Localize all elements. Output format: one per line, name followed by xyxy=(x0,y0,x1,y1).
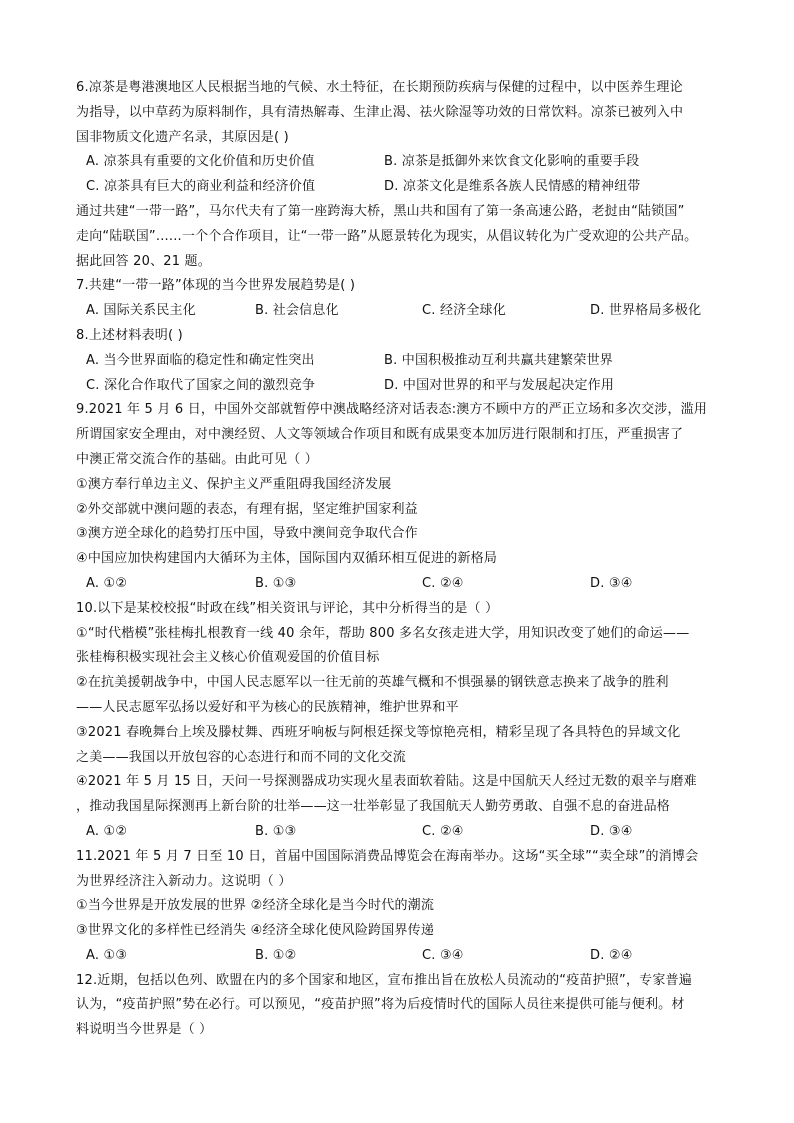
option-d[interactable]: D. 凉茶文化是维系各族人民情感的精神纽带 xyxy=(384,179,641,195)
question-10-item-line: ①“时代楷模”张桂梅扎根教育一线 40 余年，帮助 800 多名女孩走进大学，用知识改变了她们的命运—— xyxy=(76,625,690,641)
option-c[interactable]: C. ②④ xyxy=(422,823,464,839)
question-6-options-row xyxy=(76,150,721,175)
question-10 xyxy=(76,597,721,845)
question-10-item-line: ，推动我国星际探测再上新台阶的壮举——这一壮举彰显了我国航天人勤劳勇敢、自强不息的奋进品格 xyxy=(76,799,671,815)
question-7-options-row xyxy=(76,299,721,324)
option-c[interactable]: C. 凉茶具有巨大的商业利益和经济价值 xyxy=(86,179,316,195)
question-8 xyxy=(76,324,721,398)
question-8-options-row xyxy=(76,349,721,374)
passage-line: 走向“陆联国”......一个个合作项目，让“一带一路”从愿景转化为现实，从倡议转化为广受欢迎的公共产品。 xyxy=(76,228,698,244)
question-9-item: ②外交部就中澳问题的表态，有理有据，坚定维护国家利益 xyxy=(76,501,418,517)
question-9-stem-line: 所谓国家安全理由，对中澳经贸、人文等领域合作项目和既有成果变本加厉进行限制和打压，严重损害了 xyxy=(76,427,684,443)
option-d[interactable]: D. 中国对世界的和平与发展起决定作用 xyxy=(384,377,615,393)
option-a[interactable]: A. 国际关系民主化 xyxy=(86,303,196,319)
option-c[interactable]: C. ③④ xyxy=(422,947,464,963)
option-d[interactable]: D. 世界格局多极化 xyxy=(590,303,702,319)
question-12-stem-line: 认为，“疫苗护照”势在必行。可以预见，“疫苗护照”将为后疫情时代的国际人员往来提供可能与便利。材 xyxy=(76,997,685,1013)
option-b[interactable]: B. 社会信息化 xyxy=(255,303,339,319)
question-9-stem-line: 9.2021 年 5 月 6 日，中国外交部就暂停中澳战略经济对话表态:澳方不顾中方的严正立场和多次交涉，滥用 xyxy=(76,402,708,418)
option-b[interactable]: B. ①② xyxy=(255,947,297,963)
question-10-item-line: ④2021 年 5 月 15 日，天问一号探测器成功实现火星表面软着陆。这是中国航天人经过无数的艰辛与磨难 xyxy=(76,774,697,790)
option-c[interactable]: C. ②④ xyxy=(422,575,464,591)
question-9-item: ③澳方逆全球化的趋势打压中国，导致中澳间竞争取代合作 xyxy=(76,526,418,542)
question-11 xyxy=(76,845,721,969)
option-a[interactable]: A. ①② xyxy=(86,823,128,839)
question-9 xyxy=(76,398,721,596)
question-9-options-row xyxy=(76,572,721,597)
option-a[interactable]: A. 当今世界面临的稳定性和确定性突出 xyxy=(86,352,315,368)
question-11-stem-line: 为世界经济注入新动力。这说明（ ） xyxy=(76,873,292,889)
question-6 xyxy=(76,76,721,200)
question-6-options-row xyxy=(76,175,721,200)
passage-line: 通过共建“一带一路”，马尔代夫有了第一座跨海大桥，黑山共和国有了第一条高速公路，老挝由“陆锁国” xyxy=(76,203,685,219)
question-8-options-row xyxy=(76,374,721,399)
question-11-item-line: ③世界文化的多样性已经消失 ④经济全球化使风险跨国界传递 xyxy=(76,923,435,939)
option-c[interactable]: C. 经济全球化 xyxy=(422,303,506,319)
question-10-item-line: ②在抗美援朝战争中，中国人民志愿军以一往无前的英雄气概和不惧强暴的钢铁意志换来了战争的胜利 xyxy=(76,675,669,691)
option-a[interactable]: A. ①③ xyxy=(86,947,128,963)
question-12-stem-line: 料说明当今世界是（ ） xyxy=(76,1022,213,1038)
option-c[interactable]: C. 深化合作取代了国家之间的激烈竞争 xyxy=(86,377,316,393)
question-12 xyxy=(76,969,721,1043)
question-10-item-line: ——人民志愿军弘扬以爱好和平为核心的民族精神，维护世界和平 xyxy=(76,699,459,715)
passage-line: 据此回答 20、21 题。 xyxy=(76,253,211,269)
option-a[interactable]: A. 凉茶具有重要的文化价值和历史价值 xyxy=(86,154,315,170)
question-10-item-line: 之美——我国以开放包容的心态进行和而不同的文化交流 xyxy=(76,749,407,765)
question-6-stem-line: 为指导，以中草药为原料制作，具有清热解毒、生津止渴、祛火除湿等功效的日常饮料。凉茶已被列入中 xyxy=(76,104,684,120)
question-7 xyxy=(76,274,721,324)
reading-passage xyxy=(76,200,721,274)
question-10-item-line: 张桂梅积极实现社会主义核心价值观爱国的价值目标 xyxy=(76,650,380,666)
question-9-item: ①澳方奉行单边主义、保护主义严重阻碍我国经济发展 xyxy=(76,476,392,492)
question-9-stem-line: 中澳正常交流合作的基础。由此可见（ ） xyxy=(76,451,318,467)
option-d[interactable]: D. ③④ xyxy=(590,823,633,839)
question-6-stem-line: 6.凉茶是粤港澳地区人民根据当地的气候、水土特征，在长期预防疾病与保健的过程中，以中医养生理论 xyxy=(76,80,683,95)
question-8-stem: 8.上述材料表明( ) xyxy=(76,327,183,343)
question-10-stem: 10.以下是某校校报“时政在线”相关资讯与评论，其中分析得当的是（ ） xyxy=(76,600,499,616)
option-d[interactable]: D. ③④ xyxy=(590,575,633,591)
exam-page xyxy=(76,76,721,1043)
question-11-options-row xyxy=(76,944,721,969)
option-a[interactable]: A. ①② xyxy=(86,575,128,591)
question-6-stem-line: 国非物质文化遗产名录，其原因是( ) xyxy=(76,129,289,145)
question-10-options-row xyxy=(76,820,721,845)
option-d[interactable]: D. ②④ xyxy=(590,947,633,963)
question-11-stem-line: 11.2021 年 5 月 7 日至 10 日，首届中国国际消费品博览会在海南举办。这场“买全球”“卖全球”的消博会 xyxy=(76,848,699,864)
question-12-stem-line: 12.近期，包括以色列、欧盟在内的多个国家和地区，宣布推出旨在放松人员流动的“疫苗护照”，专家普遍 xyxy=(76,972,692,988)
option-b[interactable]: B. 中国积极推动互利共赢共建繁荣世界 xyxy=(384,352,613,368)
question-10-item-line: ③2021 春晚舞台上埃及滕杖舞、西班牙响板与阿根廷探戈等惊艳亮相，精彩呈现了各具特色的异域文化 xyxy=(76,724,681,740)
question-7-stem: 7.共建“一带一路”体现的当今世界发展趋势是( ) xyxy=(76,278,356,294)
question-9-item: ④中国应加快构建国内大循环为主体，国际国内双循环相互促进的新格局 xyxy=(76,551,498,567)
option-b[interactable]: B. ①③ xyxy=(255,823,297,839)
option-b[interactable]: B. ①③ xyxy=(255,575,297,591)
question-11-item-line: ①当今世界是开放发展的世界 ②经济全球化是当今时代的潮流 xyxy=(76,898,435,914)
option-b[interactable]: B. 凉茶是抵御外来饮食文化影响的重要手段 xyxy=(384,154,640,170)
